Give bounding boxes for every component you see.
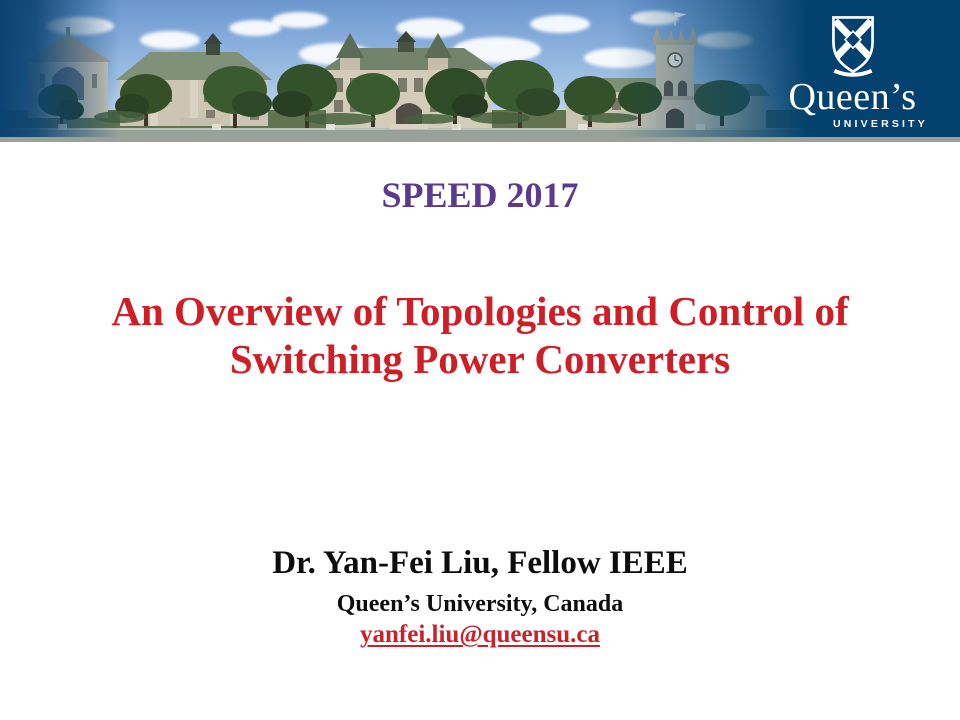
author-block	[0, 544, 960, 649]
conference-title: SPEED 2017	[381, 175, 579, 215]
university-wordmark: Queen’s	[788, 76, 917, 118]
author-email-link[interactable]: yanfei.liu@queensu.ca	[360, 620, 600, 648]
campus-photo-banner	[0, 0, 960, 142]
slide-title-line2: Switching Power Converters	[229, 335, 731, 382]
author-affiliation: Queen’s University, Canada	[336, 590, 624, 617]
author-name: Dr. Yan-Fei Liu, Fellow IEEE	[272, 545, 688, 581]
slide-title	[0, 288, 960, 384]
campus-photo-illustration	[0, 0, 960, 142]
slide-title-line1: An Overview of Topologies and Control of	[111, 288, 849, 334]
university-subtext: UNIVERSITY	[832, 118, 928, 130]
